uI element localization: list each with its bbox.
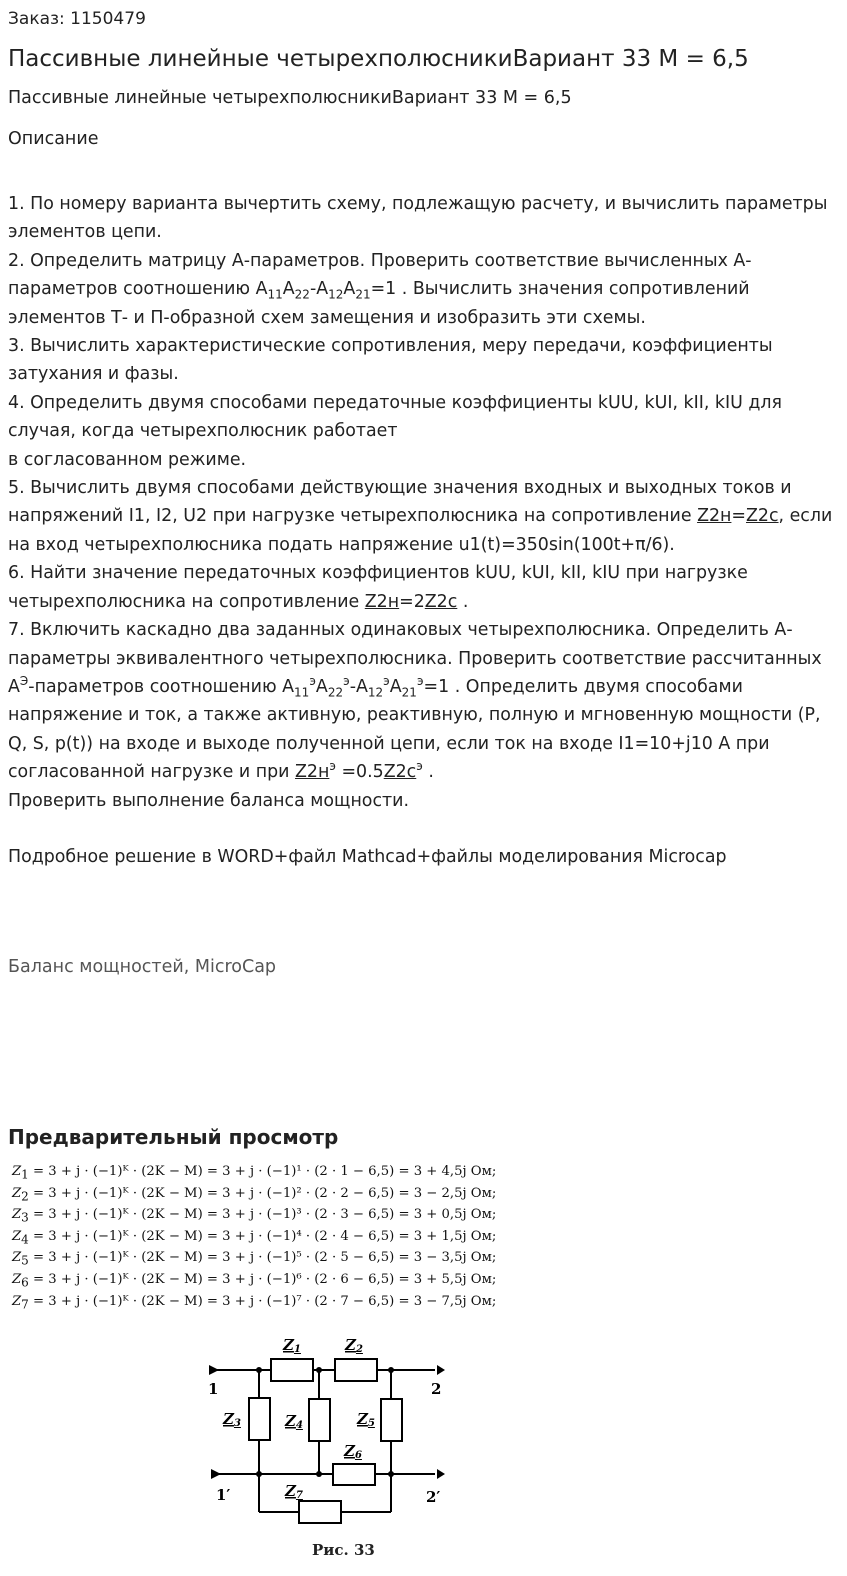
formula-line bbox=[12, 1183, 552, 1205]
math-sub: 12 bbox=[367, 685, 384, 700]
math-sup: э bbox=[329, 759, 336, 774]
task-item-4-text-a: 4. Определить двумя способами передаточные коэффициенты kUU, kUI, kII, kIU для случая, когда четырехполюсник работает bbox=[8, 392, 782, 442]
terminal-label-2: 2 bbox=[431, 1380, 442, 1398]
z-index: 6 bbox=[21, 1275, 29, 1290]
label-z4: Z4 bbox=[285, 1412, 303, 1431]
formula-line bbox=[12, 1226, 552, 1248]
task-item-6 bbox=[8, 559, 843, 616]
math-sup: э bbox=[309, 674, 316, 689]
formula-rhs: = 3 + j · (−1)ᴷ · (2K − M) = 3 + j · (−1)⁷ · (2 · 7 − 6,5) = 3 − 7,5j Ом; bbox=[28, 1293, 497, 1309]
terminal-arrow-icon bbox=[437, 1365, 445, 1375]
z-symbol: Z bbox=[12, 1207, 22, 1223]
junction-node bbox=[316, 1471, 322, 1477]
task-item-2-text-b: . Вычислить значения сопротивлений элементов Т- и П-образной схем замещения и изобразить эти схемы. bbox=[8, 279, 750, 328]
z-symbol: Z bbox=[12, 1228, 22, 1244]
math-sub: 21 bbox=[355, 287, 371, 302]
z2c-link: Z2с bbox=[424, 591, 458, 612]
resistor-z4 bbox=[309, 1399, 330, 1441]
task-item-6-text-b: . bbox=[457, 591, 469, 612]
tags: Баланс мощностей, MicroCap bbox=[8, 957, 277, 977]
junction-node bbox=[256, 1367, 262, 1373]
task-item-4-text-b: в согласованном режиме. bbox=[8, 449, 247, 470]
task-item-2 bbox=[8, 247, 843, 332]
label-z5: Z5 bbox=[357, 1410, 375, 1429]
z-index: 3 bbox=[21, 1210, 29, 1225]
math-a: А bbox=[315, 676, 328, 697]
math-a: А bbox=[316, 279, 329, 300]
formula-line bbox=[12, 1291, 552, 1313]
z-index: 5 bbox=[21, 1254, 29, 1269]
z-index: 7 bbox=[21, 1297, 29, 1312]
preview-heading: Предварительный просмотр bbox=[8, 1125, 339, 1149]
z-symbol: Z bbox=[12, 1164, 22, 1179]
eq-sign: =2 bbox=[399, 591, 425, 612]
formula-rhs: = 3 + j · (−1)ᴷ · (2K − M) = 3 + j · (−1)³ · (2 · 3 − 6,5) = 3 + 0,5j Ом; bbox=[28, 1207, 497, 1223]
circuit-diagram bbox=[195, 1328, 455, 1528]
math-a: А bbox=[389, 676, 402, 697]
page-subtitle: Пассивные линейные четырехполюсникиВариант 33 M = 6,5 bbox=[8, 88, 572, 108]
task-item-2-text-a: 2. Определить матрицу А-параметров. Проверить соответствие вычисленных А-параметров соотношению bbox=[8, 250, 752, 300]
page-title: Пассивные линейные четырехполюсникиВариант 33 M = 6,5 bbox=[8, 46, 749, 72]
task-item-7-text-b: -параметров соотношению bbox=[28, 676, 283, 697]
math-sub: 11 bbox=[294, 685, 310, 700]
z-symbol: Z bbox=[12, 1271, 22, 1287]
description-label: Описание bbox=[8, 129, 99, 149]
task-item-7 bbox=[8, 616, 843, 815]
formula-rhs: = 3 + j · (−1)ᴷ · (2K − M) = 3 + j · (−1)⁴ · (2 · 4 − 6,5) = 3 + 1,5j Ом; bbox=[28, 1228, 497, 1244]
math-minus: - bbox=[309, 279, 317, 300]
z-symbol: Z bbox=[12, 1293, 22, 1309]
formula-line bbox=[12, 1269, 552, 1291]
task-item-5 bbox=[8, 474, 843, 559]
math-a: А bbox=[343, 279, 356, 300]
resistor-z3 bbox=[249, 1398, 270, 1440]
math-sup: Э bbox=[19, 674, 29, 689]
formula-rhs: = 3 + j · (−1)ᴷ · (2K − M) = 3 + j · (−1)¹ · (2 · 1 − 6,5) = 3 + 4,5j Ом; bbox=[28, 1164, 497, 1179]
math-a: А bbox=[355, 676, 368, 697]
label-z3: Z3 bbox=[223, 1410, 241, 1429]
math-sub: 22 bbox=[327, 685, 344, 700]
math-sup: э bbox=[343, 674, 350, 689]
z-index: 1 bbox=[21, 1167, 29, 1182]
junction-node bbox=[388, 1367, 394, 1373]
terminal-label-1p: 1′ bbox=[216, 1486, 231, 1504]
formula-rhs: = 3 + j · (−1)ᴷ · (2K − M) = 3 + j · (−1)⁶ · (2 · 6 − 6,5) = 3 + 5,5j Ом; bbox=[28, 1271, 497, 1287]
formula-rhs: = 3 + j · (−1)ᴷ · (2K − M) = 3 + j · (−1)⁵ · (2 · 5 − 6,5) = 3 − 3,5j Ом; bbox=[28, 1250, 497, 1266]
z2n-link: Z2н bbox=[697, 506, 732, 527]
math-sup: э bbox=[416, 759, 423, 774]
math-minus: - bbox=[349, 676, 356, 697]
math-eq: =1 bbox=[423, 676, 450, 697]
terminal-label-1: 1 bbox=[208, 1380, 219, 1398]
math-sup: э bbox=[416, 674, 424, 689]
task-item-7-text-e: Проверить выполнение баланса мощности. bbox=[8, 790, 409, 811]
formula-line bbox=[12, 1247, 552, 1269]
z2c-link: Z2с bbox=[746, 506, 779, 527]
label-z1: Z1 bbox=[283, 1336, 301, 1355]
math-sub: 11 bbox=[267, 287, 283, 302]
junction-node bbox=[256, 1471, 262, 1477]
label-z2: Z2 bbox=[345, 1336, 363, 1355]
junction-node bbox=[316, 1367, 322, 1373]
math-sup: э bbox=[383, 674, 390, 689]
math-sub: 22 bbox=[294, 287, 310, 302]
math-a: А bbox=[282, 279, 295, 300]
formula-line bbox=[12, 1161, 552, 1183]
math-a: А bbox=[282, 676, 295, 697]
math-sub: 12 bbox=[328, 287, 344, 302]
z2n-link: Z2н bbox=[294, 762, 330, 783]
z2c-link: Z2с bbox=[383, 762, 417, 783]
resistor-z7 bbox=[299, 1501, 341, 1523]
task-item-5-text-a: 5. Вычислить двумя способами действующие значения входных и выходных токов и напряжений I1, I2, U2 при нагрузке четырехполюсника на сопротивление bbox=[8, 478, 792, 527]
resistor-z5 bbox=[381, 1399, 402, 1441]
z-symbol: Z bbox=[12, 1185, 22, 1201]
formula-line bbox=[12, 1204, 552, 1226]
math-a: А bbox=[255, 279, 268, 300]
formula-list bbox=[12, 1161, 552, 1312]
terminal-label-2p: 2′ bbox=[426, 1488, 441, 1506]
formula-rhs: = 3 + j · (−1)ᴷ · (2K − M) = 3 + j · (−1)² · (2 · 2 − 6,5) = 3 − 2,5j Ом; bbox=[28, 1185, 497, 1201]
label-z6: Z6 bbox=[344, 1442, 362, 1461]
terminal-arrow-icon bbox=[209, 1365, 219, 1375]
resistor-z2 bbox=[335, 1359, 377, 1381]
extra-info bbox=[8, 843, 843, 871]
junction-node bbox=[388, 1471, 394, 1477]
z2n-link: Z2н bbox=[364, 591, 400, 612]
task-item-7-text-c: . Определить двумя способами напряжение и ток, а также активную, реактивную, полную и мгновенную мощности (P, Q, S, p(t)) на входе и выходе полученной цепи, если ток на входе I1=10+j10 А при согласованной нагрузке и при bbox=[8, 676, 821, 783]
math-eq: =1 bbox=[370, 279, 397, 300]
task-item-5-text-b: , если на вход четырехполюсника подать напряжение u1(t)=350sin(100t+π/6). bbox=[8, 506, 833, 555]
resistor-z6 bbox=[333, 1464, 375, 1485]
task-item-7-mid: =0.5 bbox=[335, 762, 384, 783]
resistor-z1 bbox=[271, 1359, 313, 1381]
task-item-6-text-a: 6. Найти значение передаточных коэффициентов kUU, kUI, kII, kIU при нагрузке четырехполюсника на сопротивление bbox=[8, 563, 748, 612]
z-index: 2 bbox=[21, 1189, 29, 1204]
task-item-1-text: 1. По номеру варианта вычертить схему, подлежащую расчету, и вычислить параметры элементов цепи. bbox=[8, 194, 828, 243]
order-number: Заказ: 1150479 bbox=[8, 9, 146, 29]
task-item-4 bbox=[8, 389, 843, 474]
terminal-arrow-icon bbox=[211, 1469, 221, 1479]
task-item-7-text-d: . bbox=[422, 762, 434, 783]
z-symbol: Z bbox=[12, 1250, 22, 1266]
task-description bbox=[8, 190, 843, 872]
task-item-7-text-a: 7. Включить каскадно два заданных одинаковых четырехполюсника. Определить А-параметры эквивалентного четырехполюсника. Проверить соответствие рассчитанных А bbox=[8, 620, 822, 697]
extra-info-text: Подробное решение в WORD+файл Mathcad+файлы моделирования Microcap bbox=[8, 847, 727, 868]
label-z7: Z7 bbox=[285, 1482, 303, 1501]
terminal-arrow-icon bbox=[437, 1469, 445, 1479]
math-sub: 21 bbox=[401, 685, 417, 700]
figure-caption: Рис. 33 bbox=[312, 1541, 375, 1559]
task-item-1 bbox=[8, 190, 843, 247]
z-index: 4 bbox=[21, 1232, 29, 1247]
task-item-3-text: 3. Вычислить характеристические сопротивления, меру передачи, коэффициенты затухания и фазы. bbox=[8, 336, 773, 385]
task-item-3 bbox=[8, 332, 843, 389]
eq-sign: = bbox=[731, 506, 746, 527]
